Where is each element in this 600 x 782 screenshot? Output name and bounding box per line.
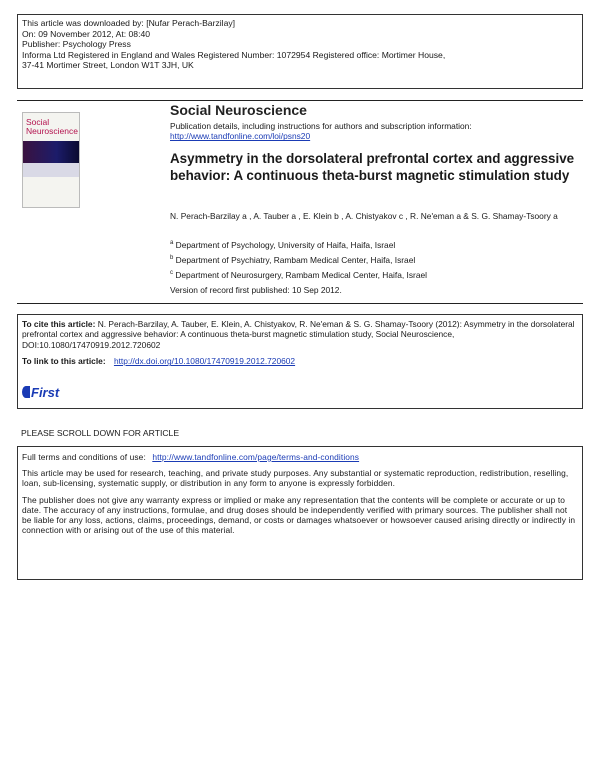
mid-rule <box>17 303 583 304</box>
journal-cover-image <box>22 112 80 208</box>
cover-title-line2: Neuroscience <box>26 125 78 136</box>
affiliation-c <box>170 270 427 280</box>
terms-paragraph-warranty: The publisher does not give any warranty express or implied or make any representation that the contents will be complete or accurate or up to date. The accuracy of any instructions, formulae, and drug doses should be independently verified with primary sources. The publisher shall not be liable for any loss, actions, claims, proceedings, demand, or costs or damages whatsoever or howsoever caused arising directly or indirectly in connection with or arising out of the use of this material. <box>22 494 576 536</box>
author-list: N. Perach-Barzilay a , A. Tauber a , E. Klein b , A. Chistyakov c , R. Ne'eman a & S. G. Shamay-Tsoory a <box>170 211 558 221</box>
affiliation-b-marker: b <box>170 255 174 262</box>
ifirst-logo <box>22 385 59 400</box>
cover-title-line1: Social <box>26 117 50 127</box>
affiliation-a-marker: a <box>170 240 174 247</box>
top-rule <box>17 100 583 101</box>
terms-box <box>17 446 583 580</box>
download-info-line: This article was downloaded by: [Nufar Perach-Barzilay] <box>22 18 236 28</box>
download-info-line: Publisher: Psychology Press <box>22 39 131 50</box>
link-paragraph <box>22 356 578 366</box>
cite-text: N. Perach-Barzilay, A. Tauber, E. Klein, A. Chistyakov, R. Ne'eman & S. G. Shamay-Tsoory (2012): Asymmetry in the dorsolateral prefrontal cortex and aggressive behavior: A continuous theta-burst magnetic stimulation study, Social Neuroscience, DOI:10.1080/17470919.2012.720602 <box>22 319 575 350</box>
download-info-line: Informa Ltd Registered in England and Wales Registered Number: 1072954 Registered office: Mortimer House, <box>22 49 446 60</box>
affiliation-a-text: Department of Psychology, University of Haifa, Haifa, Israel <box>175 240 396 250</box>
cite-label: To cite this article: <box>22 319 96 329</box>
scroll-notice: PLEASE SCROLL DOWN FOR ARTICLE <box>21 428 180 438</box>
affiliation-a <box>170 240 395 250</box>
journal-link[interactable]: http://www.tandfonline.com/loi/psns20 <box>170 131 311 142</box>
citation-box <box>17 314 583 409</box>
publication-details <box>170 121 580 142</box>
cover-band-light <box>23 163 79 177</box>
cover-title <box>26 118 78 135</box>
journal-name: Social Neuroscience <box>170 102 307 118</box>
download-info-box <box>17 14 583 89</box>
version-of-record: Version of record first published: 10 Sep 2012. <box>170 285 342 295</box>
affiliation-b-text: Department of Psychiatry, Rambam Medical Center, Haifa, Israel <box>175 255 416 265</box>
citation-paragraph <box>22 319 578 350</box>
doi-link[interactable]: http://dx.doi.org/10.1080/17470919.2012.720602 <box>113 356 296 367</box>
affiliation-b <box>170 255 415 265</box>
terms-label: Full terms and conditions of use: <box>22 452 146 462</box>
download-info-line: 37-41 Mortimer Street, London W1T 3JH, UK <box>22 60 194 71</box>
affiliation-c-text: Department of Neurosurgery, Rambam Medical Center, Haifa, Israel <box>175 270 427 280</box>
ifirst-logo-icon <box>22 386 30 398</box>
download-info-line: On: 09 November 2012, At: 08:40 <box>22 28 151 39</box>
ifirst-logo-text: First <box>31 385 60 400</box>
terms-link[interactable]: http://www.tandfonline.com/page/terms-and-conditions <box>152 452 360 462</box>
terms-paragraph-usage: This article may be used for research, teaching, and private study purposes. Any substantial or systematic reproduction, redistribution, reselling, loan, sub-licensing, systematic supply, or distribution in any form to anyone is expressly forbidden. <box>22 468 569 489</box>
publication-details-text: Publication details, including instructions for authors and subscription information: <box>170 121 472 131</box>
affiliation-c-marker: c <box>170 270 173 277</box>
link-label: To link to this article: <box>22 356 106 367</box>
article-title: Asymmetry in the dorsolateral prefrontal cortex and aggressive behavior: A continuous theta-burst magnetic stimulation study <box>170 151 575 184</box>
cover-band <box>23 141 79 163</box>
terms-line <box>22 452 578 462</box>
